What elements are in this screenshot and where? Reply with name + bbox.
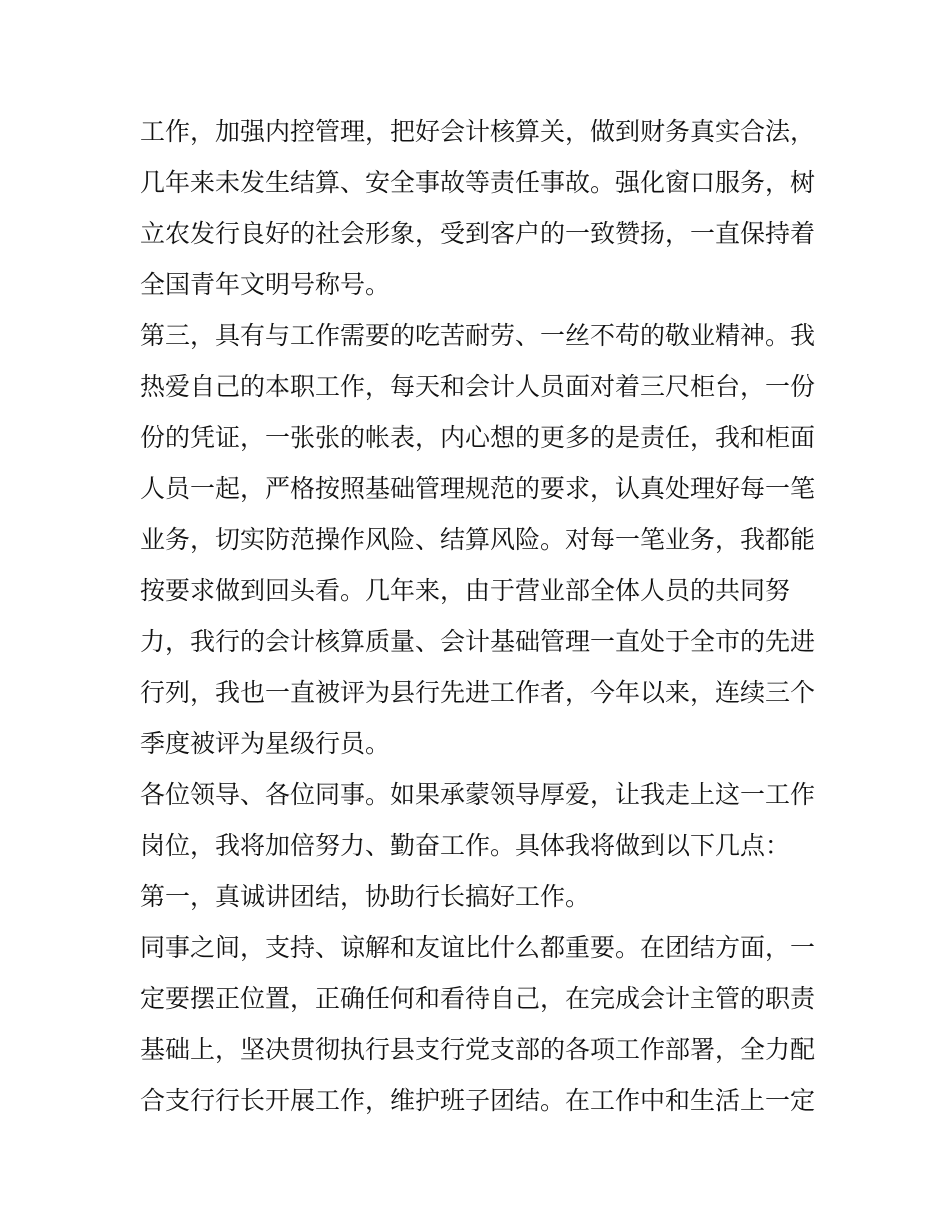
text-line: 行列，我也一直被评为县行先进工作者，今年以来，连续三个 xyxy=(140,678,816,707)
text-line: 同事之间，支持、谅解和友谊比什么都重要。在团结方面，一 xyxy=(140,933,816,962)
text-line: 各位领导、各位同事。如果承蒙领导厚爱，让我走上这一工作 xyxy=(140,780,816,809)
text-line: 合支行行长开展工作，维护班子团结。在工作中和生活上一定 xyxy=(140,1086,816,1115)
text-line: 岗位，我将加倍努力、勤奋工作。具体我将做到以下几点： xyxy=(140,831,791,860)
document-body xyxy=(140,106,820,1126)
text-line: 份的凭证，一张张的帐表，内心想的更多的是责任，我和柜面 xyxy=(140,423,816,452)
text-line: 定要摆正位置，正确任何和看待自己，在完成会计主管的职责 xyxy=(140,984,816,1013)
text-line: 人员一起，严格按照基础管理规范的要求，认真处理好每一笔 xyxy=(140,474,816,503)
text-line: 工作，加强内控管理，把好会计核算关，做到财务真实合法， xyxy=(140,117,816,146)
text-line: 第三，具有与工作需要的吃苦耐劳、一丝不苟的敬业精神。我 xyxy=(140,321,816,350)
text-line: 业务，切实防范操作风险、结算风险。对每一笔业务，我都能 xyxy=(140,525,816,554)
text-line: 按要求做到回头看。几年来，由于营业部全体人员的共同努 xyxy=(140,576,791,605)
text-line: 季度被评为星级行员。 xyxy=(140,729,391,758)
text-line: 几年来未发生结算、安全事故等责任事故。强化窗口服务，树 xyxy=(140,168,816,197)
text-line: 力，我行的会计核算质量、会计基础管理一直处于全市的先进 xyxy=(140,627,816,656)
text-line: 全国青年文明号称号。 xyxy=(140,270,391,299)
text-line: 第一，真诚讲团结，协助行长搞好工作。 xyxy=(140,882,591,911)
text-line: 热爱自己的本职工作，每天和会计人员面对着三尺柜台，一份 xyxy=(140,372,816,401)
text-line: 基础上，坚决贯彻执行县支行党支部的各项工作部署，全力配 xyxy=(140,1035,816,1064)
text-line: 立农发行良好的社会形象，受到客户的一致赞扬，一直保持着 xyxy=(140,219,816,248)
